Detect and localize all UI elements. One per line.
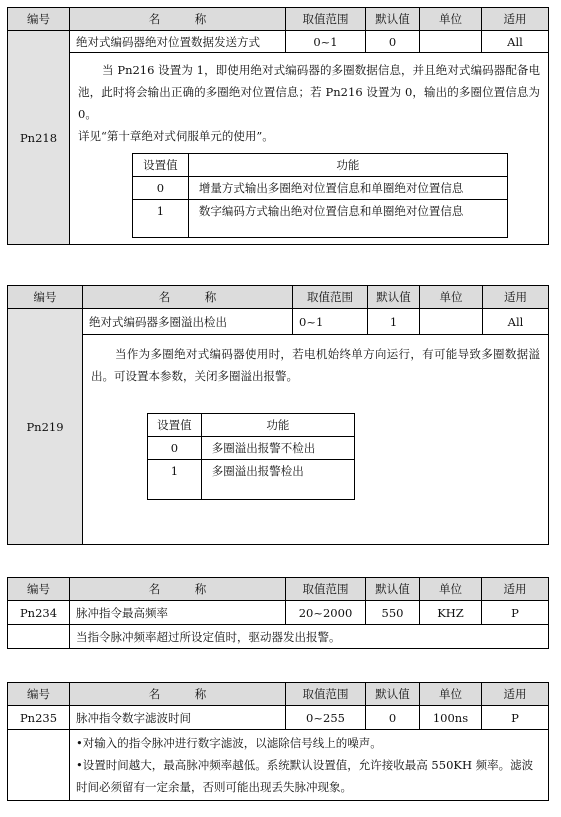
param-default: 0: [366, 31, 420, 53]
settings-table: [147, 413, 355, 500]
header-default: 默认值: [368, 286, 420, 309]
header-name: 名 称: [70, 683, 286, 706]
header-range: 取值范围: [286, 8, 366, 31]
table-row: [8, 730, 549, 801]
settings-row: [133, 200, 508, 238]
table-header-row: [8, 286, 549, 309]
table-row: [8, 625, 549, 649]
settings-row: [148, 437, 355, 460]
settings-header-function: 功能: [188, 154, 507, 177]
settings-function: 增量方式输出多圈绝对位置信息和单圈绝对位置信息: [188, 177, 507, 200]
settings-row: [133, 177, 508, 200]
param-unit: 100ns: [420, 706, 482, 730]
param-description: [70, 53, 549, 245]
param-table-pn219: [7, 285, 549, 545]
header-id: 编号: [8, 286, 83, 309]
header-name: 名 称: [70, 578, 286, 601]
description-bullet: •设置时间越大，最高脉冲频率越低。系统默认设置值，允许接收最高 550KH 频率。滤波时间必须留有一定余量，否则可能出现丢失脉冲现象。: [76, 758, 534, 794]
table-row: [8, 309, 549, 335]
description-text: 当作为多圈绝对式编码器使用时，若电机始终单方向运行，有可能导致多圈数据溢出。可设置本参数，关闭多圈溢出报警。: [91, 347, 540, 383]
param-description: [83, 335, 549, 545]
header-default: 默认值: [366, 683, 420, 706]
param-name: 脉冲指令数字滤波时间: [70, 706, 286, 730]
param-table-pn235: [7, 682, 549, 801]
header-range: 取值范围: [286, 578, 366, 601]
header-default: 默认值: [366, 8, 420, 31]
param-unit: [420, 309, 483, 335]
param-default: 0: [366, 706, 420, 730]
description-text: 当 Pn216 设置为 1，即使用绝对式编码器的多圈数据信息，并且绝对式编码器配备电池，此时将会输出正确的多圈绝对位置信息；若 Pn216 设置为 0，输出的多圈位置信息为 0。: [78, 63, 540, 121]
table-header-row: [8, 683, 549, 706]
header-name: 名 称: [83, 286, 293, 309]
header-id: 编号: [8, 8, 70, 31]
settings-header-row: [148, 414, 355, 437]
settings-header-function: 功能: [201, 414, 354, 437]
header-applies: 适用: [482, 8, 549, 31]
settings-header-row: [133, 154, 508, 177]
header-applies: 适用: [482, 578, 549, 601]
settings-function: 多圈溢出报警检出: [201, 460, 354, 500]
settings-header-value: 设置值: [133, 154, 189, 177]
param-name: 脉冲指令最高频率: [70, 601, 286, 625]
header-id: 编号: [8, 683, 70, 706]
table-row: [8, 31, 549, 53]
table-row: [8, 53, 549, 245]
param-id: Pn219: [8, 309, 83, 545]
table-row: [8, 335, 549, 545]
param-applies: All: [483, 309, 549, 335]
description-text: 详见“第十章绝对式伺服单元的使用”。: [78, 129, 274, 143]
param-id-empty: [8, 625, 70, 649]
param-range: 0~255: [286, 706, 366, 730]
header-name: 名 称: [70, 8, 286, 31]
param-default: 1: [368, 309, 420, 335]
param-unit: [420, 31, 482, 53]
settings-value: 1: [148, 460, 202, 500]
table-row: [8, 601, 549, 625]
settings-row: [148, 460, 355, 500]
settings-value: 0: [148, 437, 202, 460]
param-name: 绝对式编码器绝对位置数据发送方式: [70, 31, 286, 53]
param-id: Pn234: [8, 601, 70, 625]
header-unit: 单位: [420, 683, 482, 706]
header-range: 取值范围: [293, 286, 368, 309]
param-description: [70, 730, 549, 801]
header-range: 取值范围: [286, 683, 366, 706]
param-applies: P: [482, 706, 549, 730]
param-unit: KHZ: [420, 601, 482, 625]
settings-table: [132, 153, 508, 238]
header-id: 编号: [8, 578, 70, 601]
table-header-row: [8, 578, 549, 601]
param-applies: All: [482, 31, 549, 53]
settings-function: 多圈溢出报警不检出: [201, 437, 354, 460]
settings-value: 0: [133, 177, 189, 200]
param-id: Pn235: [8, 706, 70, 730]
settings-header-value: 设置值: [148, 414, 202, 437]
table-row: [8, 706, 549, 730]
param-description: 当指令脉冲频率超过所设定值时，驱动器发出报警。: [70, 625, 549, 649]
header-unit: 单位: [420, 578, 482, 601]
param-applies: P: [482, 601, 549, 625]
param-table-pn218: [7, 7, 549, 245]
param-id: Pn218: [8, 31, 70, 245]
description-bullet: •对输入的指令脉冲进行数字滤波，以滤除信号线上的噪声。: [76, 736, 382, 750]
header-unit: 单位: [420, 8, 482, 31]
param-table-pn234: [7, 577, 549, 649]
param-range: 0~1: [286, 31, 366, 53]
settings-function: 数字编码方式输出绝对位置信息和单圈绝对位置信息: [188, 200, 507, 238]
settings-value: 1: [133, 200, 189, 238]
param-default: 550: [366, 601, 420, 625]
param-name: 绝对式编码器多圈溢出检出: [83, 309, 293, 335]
param-range: 20~2000: [286, 601, 366, 625]
header-applies: 适用: [482, 683, 549, 706]
table-header-row: [8, 8, 549, 31]
header-unit: 单位: [420, 286, 483, 309]
param-range: 0~1: [293, 309, 368, 335]
header-applies: 适用: [483, 286, 549, 309]
header-default: 默认值: [366, 578, 420, 601]
param-id-empty: [8, 730, 70, 801]
